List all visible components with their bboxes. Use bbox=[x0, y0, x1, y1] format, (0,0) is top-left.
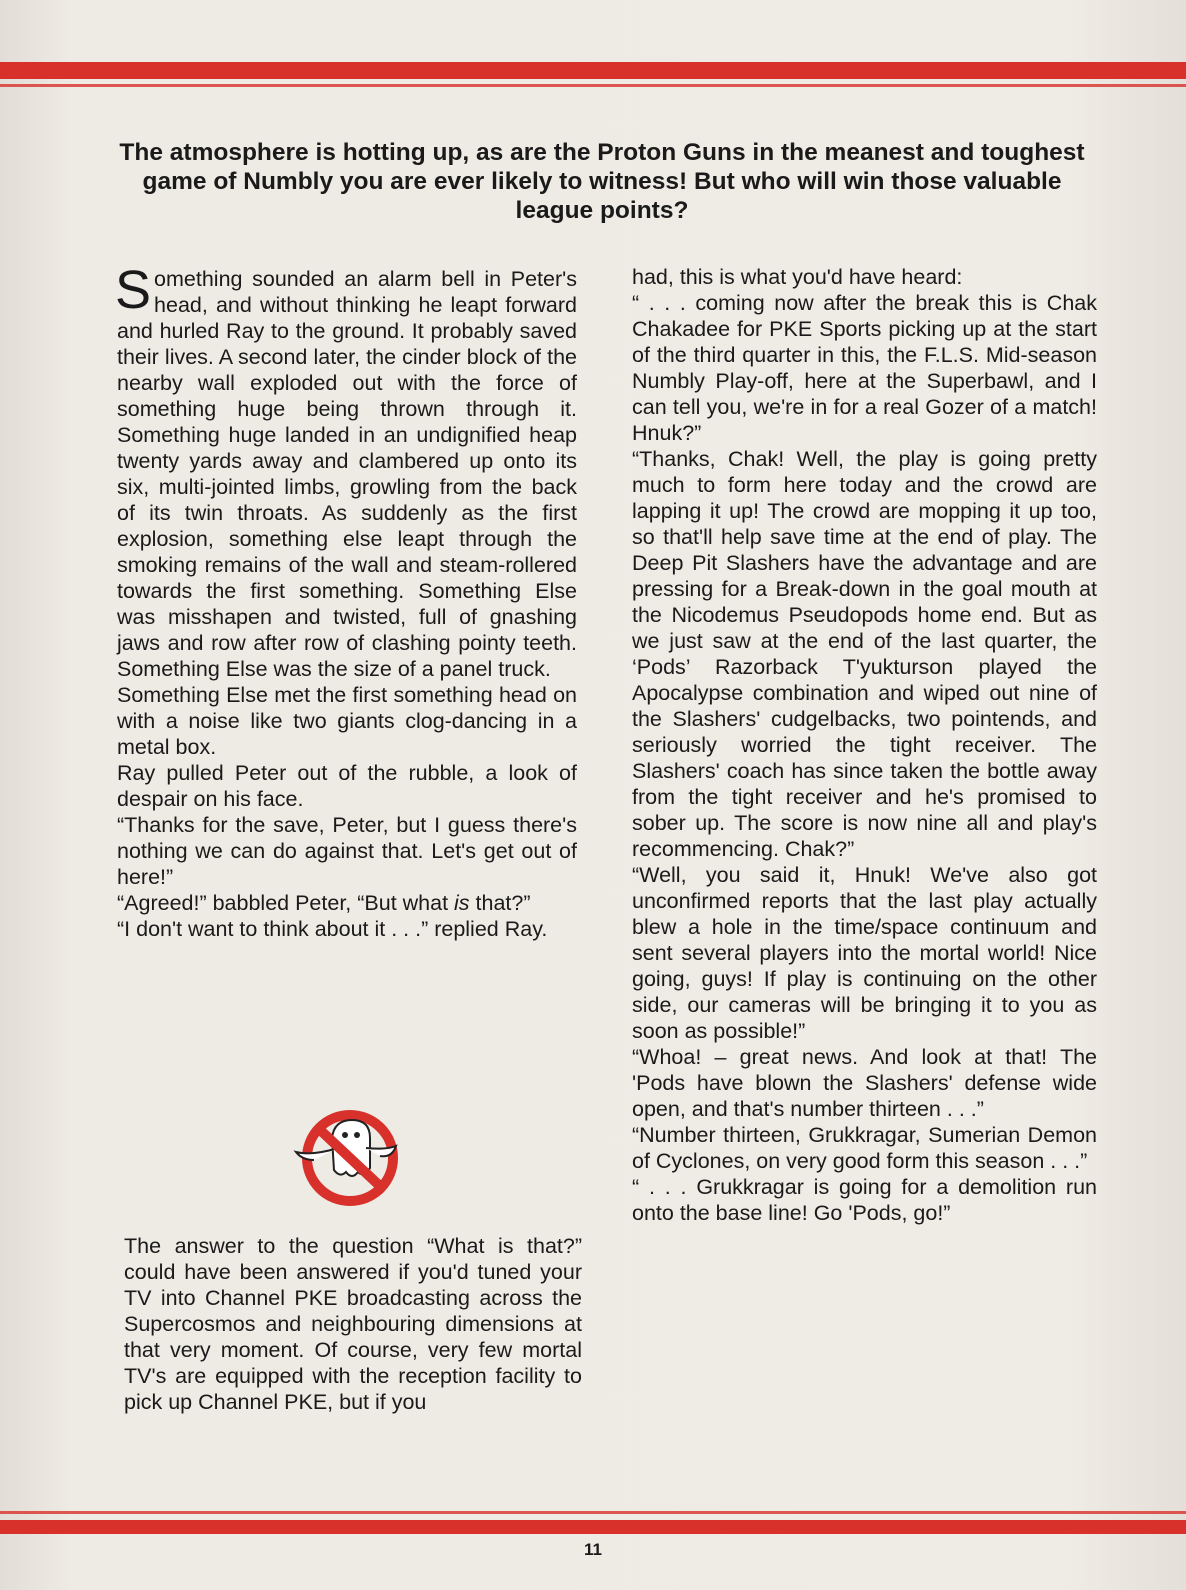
paragraph: “Whoa! – great news. And look at that! The 'Pods have blown the Slashers' defense wide open, and that's number thirteen . . .” bbox=[632, 1045, 1097, 1121]
paragraph: “Number thirteen, Grukkragar, Sumerian Demon of Cyclones, on very good form this season . . .” bbox=[632, 1123, 1097, 1173]
channel-pke-paragraph: The answer to the question “What is that?” could have been answered if you'd tuned your TV into Channel PKE broadcasting across the Supercosmos and neighbouring dimensions at that very moment. Of course, very few mortal TV's are equipped with the reception facility to pick up Channel PKE, but if you bbox=[124, 1234, 582, 1414]
top-red-rule bbox=[0, 84, 1186, 87]
left-column bbox=[115, 260, 577, 942]
intro-heading: The atmosphere is hotting up, as are the Proton Guns in the meanest and toughest game of Numbly you are ever likely to witness! But who will win those valuable league points? bbox=[119, 139, 1085, 224]
paragraph: “Thanks for the save, Peter, but I guess there's nothing we can do against that. Let's get out of here!” bbox=[117, 813, 577, 889]
paragraph: “Well, you said it, Hnuk! We've also got unconfirmed reports that the last play actually blew a hole in the time/space continuum and sent several players into the mortal world! Nice going, guys! If play is continuing on the other side, our cameras will be bringing it to you as soon as possible!” bbox=[632, 863, 1097, 1043]
paragraph: “ . . . coming now after the break this is Chak Chakadee for PKE Sports picking up at the start of the third quarter in this, the F.L.S. Mid-season Numbly Play-off, here at the Superbawl, and I can tell you, we're in for a real Gozer of a match! Hnuk?” bbox=[632, 291, 1097, 445]
drop-cap: S bbox=[115, 260, 152, 320]
top-red-band bbox=[0, 62, 1186, 79]
opening-paragraph: Something sounded an alarm bell in Peter's head, and without thinking he leapt forward and hurled Ray to the ground. It probably saved their lives. A second later, the cinder block of the nearby wall exploded out with the force of something huge being thrown through it. Something huge landed in an undignified heap twenty yards away and clambered up onto its six, multi-jointed limbs, growling from the back of its twin throats. As suddenly as the first explosion, something else leapt through the smoking remains of the wall and steam-rollered towards the first something. Something Else was misshapen and twisted, full of gnashing jaws and row after row of clashing pointy teeth. Something Else was the size of a panel truck. bbox=[115, 260, 577, 681]
paragraph: “Thanks, Chak! Well, the play is going pretty much to form here today and the crowd are lapping it up! The crowd are mopping it up too, so that'll help save time at the end of play. The Deep Pit Slashers have the advantage and are pressing for a Break-down in the goal mouth at the Nicodemus Pseudopods home end. But as we just saw at the end of the last quarter, the ‘Pods’ Razorback T'yukturson played the Apocalypse combination and wiped out nine of the Slashers' cudgelbacks, two pointends, and seriously worried the tight receiver. The Slashers' coach has since taken the bottle away from the tight receiver and he's promised to sober up. The score is now nine all and play's recommencing. Chak?” bbox=[632, 447, 1097, 861]
agreed-paragraph: “Agreed!” babbled Peter, “But what is that?” bbox=[117, 891, 531, 915]
paragraph: “I don't want to think about it . . .” replied Ray. bbox=[117, 917, 548, 941]
paragraph: had, this is what you'd have heard: bbox=[632, 265, 963, 289]
page-number: 11 bbox=[584, 1540, 602, 1559]
bottom-red-band bbox=[0, 1520, 1186, 1534]
ghostbusters-logo-icon bbox=[288, 1108, 404, 1216]
right-column bbox=[632, 264, 1097, 1226]
bottom-red-rule bbox=[0, 1511, 1186, 1514]
paragraph: “ . . . Grukkragar is going for a demolition run onto the base line! Go 'Pods, go!” bbox=[632, 1175, 1097, 1225]
paragraph: Something Else met the first something head on with a noise like two giants clog-dancing in a metal box. bbox=[117, 683, 577, 759]
paragraph: Ray pulled Peter out of the rubble, a look of despair on his face. bbox=[117, 761, 577, 811]
